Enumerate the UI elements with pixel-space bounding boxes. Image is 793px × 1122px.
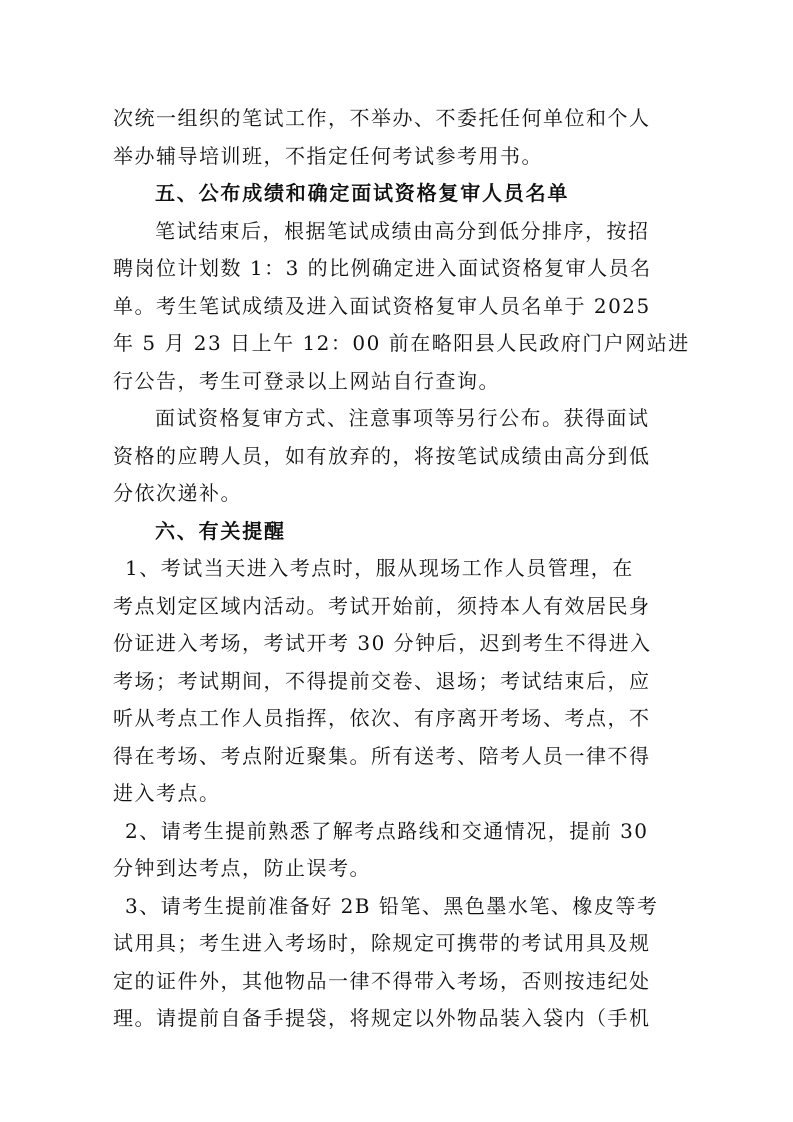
section-heading: 六、有关提醒 bbox=[155, 518, 286, 543]
document-body bbox=[113, 100, 690, 1038]
text-line: 试用具；考生进入考场时，除规定可携带的考试用具及规 bbox=[113, 931, 651, 955]
text-line: 定的证件外，其他物品一律不得带入考场，否则按违纪处 bbox=[113, 968, 651, 993]
text-line: 得在考场、考点附近聚集。所有送考、陪考人员一律不得 bbox=[113, 743, 651, 768]
text-line: 理。请提前自备手提袋，将规定以外物品装入袋内（手机 bbox=[113, 1006, 651, 1030]
text-line: 进入考点。 bbox=[113, 781, 221, 805]
text-line: 行公告，考生可登录以上网站自行查询。 bbox=[113, 368, 500, 393]
list-item-first-line: 3、请考生提前准备好 2B 铅笔、黑色墨水笔、橡皮等考 bbox=[125, 893, 659, 918]
text-line: 资格的应聘人员，如有放弃的，将按笔试成绩由高分到低 bbox=[113, 443, 651, 468]
text-line: 考场；考试期间，不得提前交卷、退场；考试结束后，应 bbox=[113, 668, 651, 693]
text-line: 举办辅导培训班，不指定任何考试参考用书。 bbox=[113, 143, 543, 168]
text-line: 考点划定区域内活动。考试开始前，须持本人有效居民身 bbox=[113, 593, 651, 618]
list-item-first-line: 1、考试当天进入考点时，服从现场工作人员管理，在 bbox=[125, 556, 634, 580]
text-line: 分依次递补。 bbox=[113, 481, 242, 505]
text-line: 次统一组织的笔试工作，不举办、不委托任何单位和个人 bbox=[113, 106, 651, 130]
paragraph-first-line: 笔试结束后，根据笔试成绩由高分到低分排序，按招 bbox=[155, 218, 650, 243]
text-line: 听从考点工作人员指挥，依次、有序离开考场、考点，不 bbox=[113, 706, 651, 730]
text-line: 单。考生笔试成绩及进入面试资格复审人员名单于 2025 bbox=[113, 293, 651, 318]
list-item-first-line: 2、请考生提前熟悉了解考点路线和交通情况，提前 30 bbox=[125, 818, 649, 843]
text-line: 分钟到达考点，防止误考。 bbox=[113, 856, 371, 880]
text-line: 份证进入考场，考试开考 30 分钟后，迟到考生不得进入 bbox=[113, 631, 652, 655]
section-heading: 五、公布成绩和确定面试资格复审人员名单 bbox=[155, 181, 570, 205]
text-line: 年 5 月 23 日上午 12：00 前在略阳县人民政府门户网站进 bbox=[113, 331, 690, 355]
text-line: 聘岗位计划数 1：3 的比例确定进入面试资格复审人员名 bbox=[113, 256, 652, 280]
paragraph-first-line: 面试资格复审方式、注意事项等另行公布。获得面试 bbox=[155, 406, 650, 430]
